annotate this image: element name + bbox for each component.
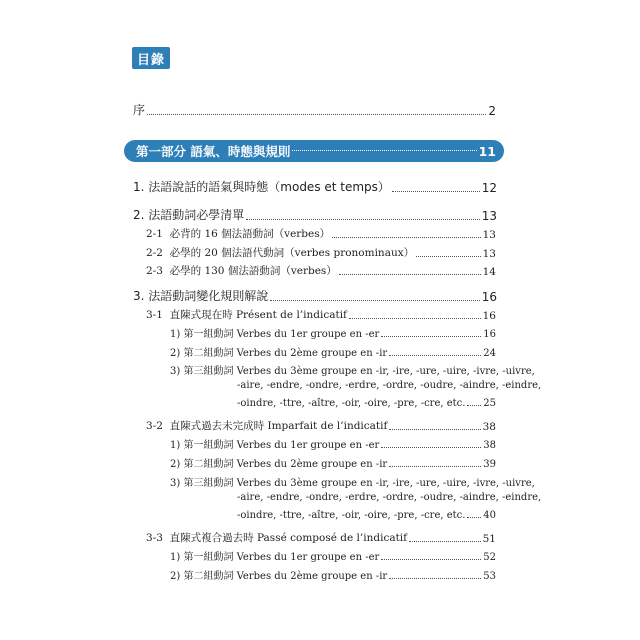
toc-entry-3-3-item-1[interactable] xyxy=(170,548,496,563)
entry-page: 39 xyxy=(483,459,496,470)
leader-dots xyxy=(381,335,481,337)
leader-dots xyxy=(339,273,481,275)
entry-page: 14 xyxy=(482,266,496,278)
toc-entry-section-2-2[interactable] xyxy=(146,245,496,260)
entry-page: 53 xyxy=(483,571,496,582)
toc-entry-3-3-item-2[interactable] xyxy=(170,567,496,582)
leader-dots xyxy=(416,255,480,257)
leader-dots xyxy=(381,446,481,448)
entry-title: 3-2 直陳式過去未完成時 Imparfait de l’indicatif xyxy=(146,420,388,432)
entry-title: 3) 第三組動詞 Verbes du 3ème groupe en -ir, -ire, -ure, -uire, -ivre, -uivre, xyxy=(170,366,535,377)
toc-entry-continuation: -aire, -endre, -ondre, -erdre, -ordre, -oudre, -aindre, -eindre, xyxy=(237,380,542,391)
part-one-banner[interactable] xyxy=(124,140,504,162)
toc-entry-section-2-3[interactable] xyxy=(146,263,496,278)
entry-title: 3-3 直陳式複合過去時 Passé composé de l’indicatif xyxy=(146,532,408,544)
entry-title: 2) 第二組動詞 Verbes du 2ème groupe en -ir xyxy=(170,348,388,359)
entry-title: 3. 法語動詞變化規則解說 xyxy=(133,289,269,303)
entry-title: 第一部分 語氣、時態與規則 xyxy=(136,144,291,159)
entry-page: 12 xyxy=(481,181,497,195)
entry-title: 序 xyxy=(133,103,146,117)
toc-entry-continuation: -aire, -endre, -ondre, -erdre, -ordre, -oudre, -aindre, -eindre, xyxy=(237,492,542,503)
toc-entry-chapter-3[interactable] xyxy=(133,287,497,304)
entry-page: 2 xyxy=(488,104,496,118)
toc-entry-3-2-item-3[interactable] xyxy=(170,474,535,489)
toc-entry-3-1-item-3-end[interactable] xyxy=(237,398,496,409)
leader-dots xyxy=(389,354,481,356)
entry-page: 25 xyxy=(483,398,496,409)
toc-entry-section-3-2[interactable] xyxy=(146,418,496,433)
entry-page: 38 xyxy=(482,421,496,433)
leader-dots xyxy=(467,516,481,518)
toc-entry-3-2-item-2[interactable] xyxy=(170,455,496,470)
entry-page: 38 xyxy=(483,440,496,451)
entry-title: -oindre, -ttre, -aître, -oir, -oire, -pre, -cre, etc. xyxy=(237,510,466,521)
toc-entry-section-3-3[interactable] xyxy=(146,530,496,545)
toc-entry-3-1-item-2[interactable] xyxy=(170,344,496,359)
toc-entry-chapter-2[interactable] xyxy=(133,206,497,223)
entry-title: 1) 第一組動詞 Verbes du 1er groupe en -er xyxy=(170,552,380,563)
entry-title: 3-1 直陳式現在時 Présent de l’indicatif xyxy=(146,309,347,321)
leader-dots xyxy=(389,428,480,430)
toc-entry-preface[interactable] xyxy=(133,101,496,118)
entry-page: 11 xyxy=(478,143,496,159)
entry-title: 2) 第二組動詞 Verbes du 2ème groupe en -ir xyxy=(170,571,388,582)
toc-entry-3-1-item-1[interactable] xyxy=(170,325,496,340)
entry-page: 16 xyxy=(483,329,496,340)
leader-dots xyxy=(270,299,479,301)
toc-entry-section-3-1[interactable] xyxy=(146,307,496,322)
entry-page: 16 xyxy=(482,310,496,322)
entry-page: 40 xyxy=(483,510,496,521)
entry-title: -oindre, -ttre, -aître, -oir, -oire, -pre, -cre, etc. xyxy=(237,398,466,409)
toc-entry-chapter-1[interactable] xyxy=(133,178,497,195)
entry-title: 2-2 必學的 20 個法語代動詞（verbes pronominaux） xyxy=(146,247,415,259)
entry-page: 52 xyxy=(483,552,496,563)
toc-entry-section-2-1[interactable] xyxy=(146,226,496,241)
leader-dots xyxy=(332,236,480,238)
entry-title: 1) 第一組動詞 Verbes du 1er groupe en -er xyxy=(170,440,380,451)
entry-title: 2-1 必背的 16 個法語動詞（verbes） xyxy=(146,228,331,240)
entry-title: 3) 第三組動詞 Verbes du 3ème groupe en -ir, -ire, -ure, -uire, -ivre, -uivre, xyxy=(170,478,535,489)
entry-title: 2. 法語動詞必學清單 xyxy=(133,208,245,222)
entry-page: 16 xyxy=(481,290,497,304)
entry-page: 24 xyxy=(483,348,496,359)
entry-page: 13 xyxy=(482,229,496,241)
leader-dots xyxy=(409,540,481,542)
entry-title: 2) 第二組動詞 Verbes du 2ème groupe en -ir xyxy=(170,459,388,470)
leader-dots xyxy=(381,558,481,560)
leader-dots xyxy=(349,317,481,319)
toc-entry-3-1-item-3[interactable] xyxy=(170,362,535,377)
toc-entry-3-2-item-1[interactable] xyxy=(170,436,496,451)
leader-dots xyxy=(389,465,481,467)
leader-dots xyxy=(292,149,476,151)
leader-dots xyxy=(147,113,486,115)
entry-title: 1. 法語說話的語氣與時態（modes et temps） xyxy=(133,180,390,194)
entry-page: 13 xyxy=(481,209,497,223)
leader-dots xyxy=(392,190,480,192)
entry-title: 1) 第一組動詞 Verbes du 1er groupe en -er xyxy=(170,329,380,340)
toc-entry-3-2-item-3-end[interactable] xyxy=(237,510,496,521)
leader-dots xyxy=(246,218,479,220)
entry-title: 2-3 必學的 130 個法語動詞（verbes） xyxy=(146,265,337,277)
leader-dots xyxy=(389,577,481,579)
leader-dots xyxy=(467,404,481,406)
entry-page: 13 xyxy=(482,248,496,260)
entry-page: 51 xyxy=(482,533,496,545)
toc-badge: 目錄 xyxy=(132,47,170,69)
